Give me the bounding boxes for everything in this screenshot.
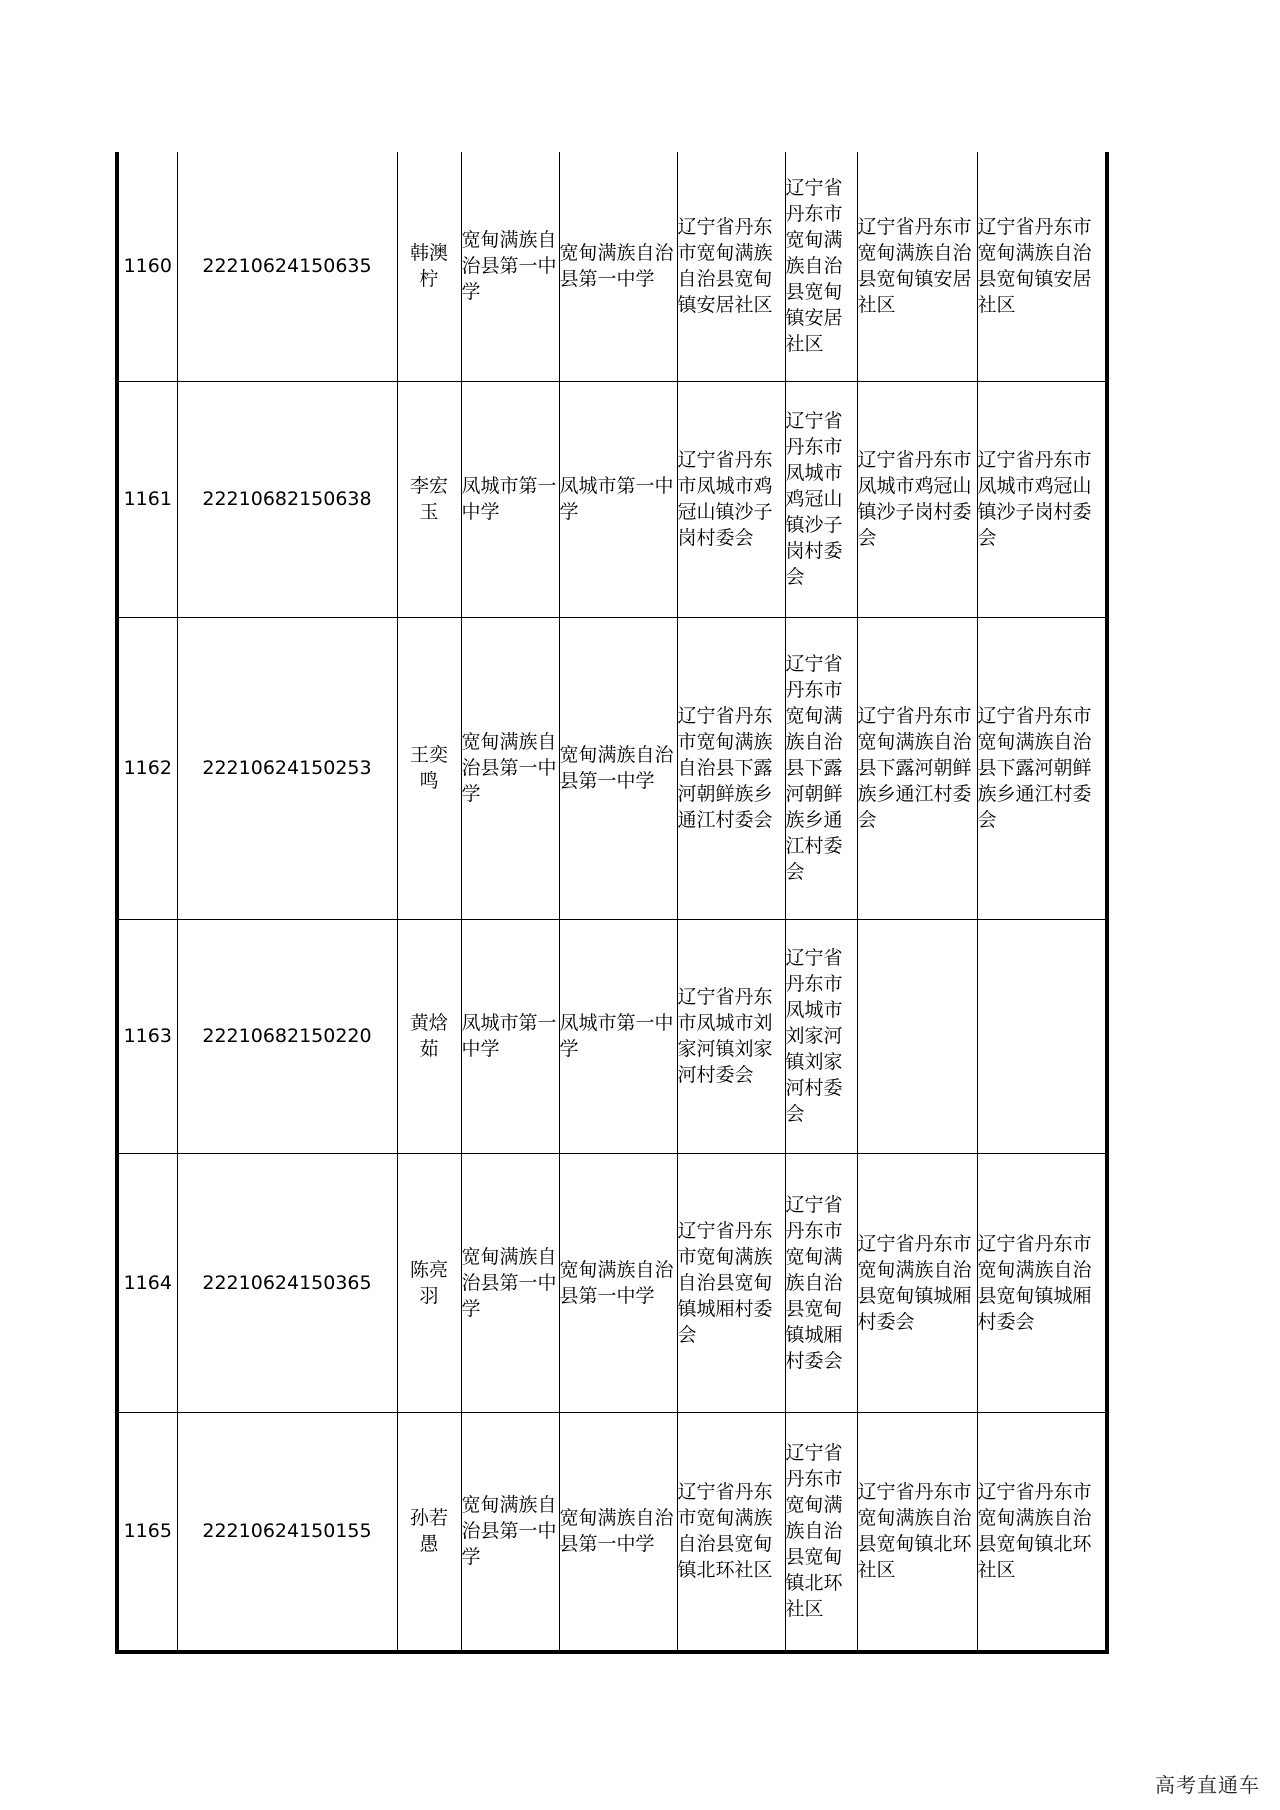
- row-number: 1162: [117, 617, 177, 919]
- student-table: [115, 152, 1109, 1654]
- hukou-address-cell: 辽宁省丹东市宽甸满族自治县宽甸镇安居社区: [677, 152, 785, 381]
- row-number: 1165: [117, 1412, 177, 1652]
- table-row: [117, 1412, 1107, 1652]
- row-number: 1160: [117, 152, 177, 381]
- student-name-cell: [397, 1412, 461, 1652]
- school-cell: 凤城市第一中学: [461, 381, 559, 617]
- row-number: 1161: [117, 381, 177, 617]
- candidate-id: 22210682150638: [177, 381, 397, 617]
- hukou-address-cell: 辽宁省丹东市宽甸满族自治县宽甸镇北环社区: [677, 1412, 785, 1652]
- candidate-id: 22210624150155: [177, 1412, 397, 1652]
- mother-address-cell: 辽宁省丹东市宽甸满族自治县宽甸镇安居社区: [977, 152, 1107, 381]
- mother-address-cell: 辽宁省丹东市凤城市鸡冠山镇沙子岗村委会: [977, 381, 1107, 617]
- watermark-text: 高考直通车: [1155, 1773, 1260, 1797]
- student-name-cell: [397, 617, 461, 919]
- hukou-address-cell: 辽宁省丹东市凤城市刘家河镇刘家河村委会: [677, 919, 785, 1153]
- father-address-cell: 辽宁省丹东市宽甸满族自治县宽甸镇城厢村委会: [857, 1153, 977, 1412]
- candidate-id: 22210624150253: [177, 617, 397, 919]
- table-body: [117, 152, 1107, 1652]
- table-row: [117, 1153, 1107, 1412]
- hukou-address-cell: 辽宁省丹东市凤城市鸡冠山镇沙子岗村委会: [677, 381, 785, 617]
- school-cell: 宽甸满族自治县第一中学: [461, 1412, 559, 1652]
- home-address-cell: 辽宁省丹东市凤城市刘家河镇刘家河村委会: [785, 919, 857, 1153]
- mother-address-cell: 辽宁省丹东市宽甸满族自治县宽甸镇北环社区: [977, 1412, 1107, 1652]
- table-row: [117, 919, 1107, 1153]
- student-name: 黄焓茹: [409, 1012, 448, 1060]
- father-address-cell: [857, 919, 977, 1153]
- hukou-address-cell: 辽宁省丹东市宽甸满族自治县下露河朝鲜族乡通江村委会: [677, 617, 785, 919]
- school-cell: 凤城市第一中学: [461, 919, 559, 1153]
- student-name: 孙若愚: [409, 1507, 448, 1556]
- mother-address-cell: 辽宁省丹东市宽甸满族自治县下露河朝鲜族乡通江村委会: [977, 617, 1107, 919]
- home-address-cell: 辽宁省丹东市宽甸满族自治县下露河朝鲜族乡通江村委会: [785, 617, 857, 919]
- row-number: 1164: [117, 1153, 177, 1412]
- graduation-school-cell: 凤城市第一中学: [559, 381, 677, 617]
- graduation-school-cell: 宽甸满族自治县第一中学: [559, 617, 677, 919]
- father-address-cell: 辽宁省丹东市凤城市鸡冠山镇沙子岗村委会: [857, 381, 977, 617]
- table-row: [117, 152, 1107, 381]
- table-row: [117, 617, 1107, 919]
- father-address-cell: 辽宁省丹东市宽甸满族自治县宽甸镇北环社区: [857, 1412, 977, 1652]
- student-name-cell: [397, 1153, 461, 1412]
- student-name: 王奕鸣: [409, 744, 448, 792]
- student-name: 陈亮羽: [409, 1258, 448, 1307]
- home-address-cell: 辽宁省丹东市宽甸满族自治县宽甸镇北环社区: [785, 1412, 857, 1652]
- row-number: 1163: [117, 919, 177, 1153]
- home-address-cell: 辽宁省丹东市宽甸满族自治县宽甸镇安居社区: [785, 152, 857, 381]
- mother-address-cell: 辽宁省丹东市宽甸满族自治县宽甸镇城厢村委会: [977, 1153, 1107, 1412]
- graduation-school-cell: 宽甸满族自治县第一中学: [559, 152, 677, 381]
- student-name: 李宏玉: [409, 475, 448, 523]
- home-address-cell: 辽宁省丹东市宽甸满族自治县宽甸镇城厢村委会: [785, 1153, 857, 1412]
- student-name-cell: [397, 919, 461, 1153]
- student-name-cell: [397, 381, 461, 617]
- hukou-address-cell: 辽宁省丹东市宽甸满族自治县宽甸镇城厢村委会: [677, 1153, 785, 1412]
- student-name-cell: [397, 152, 461, 381]
- home-address-cell: 辽宁省丹东市凤城市鸡冠山镇沙子岗村委会: [785, 381, 857, 617]
- father-address-cell: 辽宁省丹东市宽甸满族自治县宽甸镇安居社区: [857, 152, 977, 381]
- mother-address-cell: [977, 919, 1107, 1153]
- student-name: 韩澳柠: [409, 242, 448, 291]
- father-address-cell: 辽宁省丹东市宽甸满族自治县下露河朝鲜族乡通江村委会: [857, 617, 977, 919]
- candidate-id: 22210682150220: [177, 919, 397, 1153]
- table-row: [117, 381, 1107, 617]
- school-cell: 宽甸满族自治县第一中学: [461, 617, 559, 919]
- graduation-school-cell: 宽甸满族自治县第一中学: [559, 1153, 677, 1412]
- candidate-id: 22210624150635: [177, 152, 397, 381]
- graduation-school-cell: 宽甸满族自治县第一中学: [559, 1412, 677, 1652]
- candidate-id: 22210624150365: [177, 1153, 397, 1412]
- school-cell: 宽甸满族自治县第一中学: [461, 1153, 559, 1412]
- graduation-school-cell: 凤城市第一中学: [559, 919, 677, 1153]
- school-cell: 宽甸满族自治县第一中学: [461, 152, 559, 381]
